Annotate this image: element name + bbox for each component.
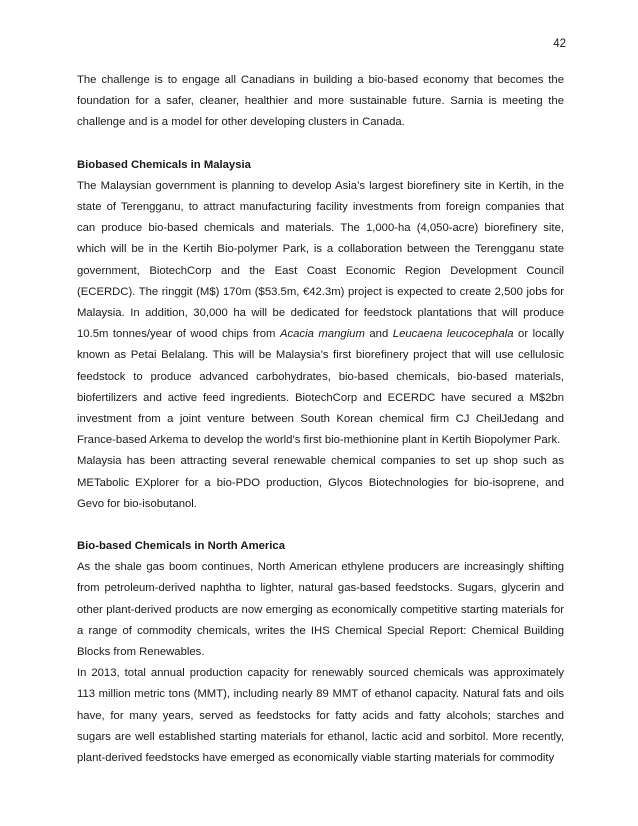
species-name-leucaena: Leucaena leucocephala [392,328,514,341]
malaysia-paragraph-1-text-a: The Malaysian government is planning to develop Asia’s largest biorefinery site in Kertih, in the state of Terengganu, to attract manufacturing facility investments from foreign companies that can produce bio-based chemicals and materials. The 1,000-ha (4,050-acre) biorefinery site, which will be in the Kertih Bio-polymer Park, is a collaboration between the Terengganu state government, BiotechCorp and the East Coast Economic Region Development Council (ECERDC). The ringgit (M$) 170m ($53.5m, €42.3m) project is expected to create 2,500 jobs for Malaysia. In addition, 30,000 ha will be dedicated for feedstock plantations that will produce 10.5m tonnes/year of wood chips from [77,179,564,341]
section-heading-north-america: Bio-based Chemicals in North America [77,540,285,553]
intro-paragraph: The challenge is to engage all Canadians in building a bio-based economy that becomes the foundation for a safer, cleaner, healthier and more sustainable future. Sarnia is meeting the challenge and is a model for other developing clusters in Canada. [77,74,564,129]
north-america-paragraph-1: As the shale gas boom continues, North American ethylene producers are increasingly shifting from petroleum-derived naphtha to lighter, natural gas-based feedstocks. Sugars, glycerin and other plant-derived products are now emerging as economically competitive starting materials for a range of commodity chemicals, writes the IHS Chemical Special Report: Chemical Building Blocks from Renewables. [77,561,564,659]
malaysia-paragraph-2: Malaysia has been attracting several renewable chemical companies to set up shop such as METabolic EXplorer for a bio-PDO production, Glycos Biotechnologies for bio-isoprene, and Gevo for bio-isobutanol. [77,455,564,510]
conjunction-text: and [364,328,393,341]
species-name-acacia: Acacia mangium [279,328,365,341]
malaysia-paragraph-1 [77,176,564,452]
section-heading-malaysia: Biobased Chemicals in Malaysia [77,158,251,171]
page-number: 42 [553,38,566,50]
page-content [77,70,564,769]
malaysia-paragraph-1-text-b: or locally known as Petai Belalang. This will be Malaysia’s first biorefinery project that will use cellulosic feedstock to produce advanced carbohydrates, bio-based chemicals, bio-based materials, biofertilizers and active feed ingredients. BiotechCorp and ECERDC have secured a M$2bn investment from a joint venture between South Korean chemical firm CJ CheilJedang and France-based Arkema to develop the world’s first bio-methionine plant in Kertih Biopolymer Park. [77,328,564,447]
north-america-paragraph-2: In 2013, total annual production capacity for renewably sourced chemicals was approximately 113 million metric tons (MMT), including nearly 89 MMT of ethanol capacity. Natural fats and oils have, for many years, served as feedstocks for fatty acids and fatty alcohols; starches and sugars are well established starting materials for ethanol, lactic acid and sorbitol. More recently, plant-derived feedstocks have emerged as economically viable starting materials for commodity [77,667,564,765]
